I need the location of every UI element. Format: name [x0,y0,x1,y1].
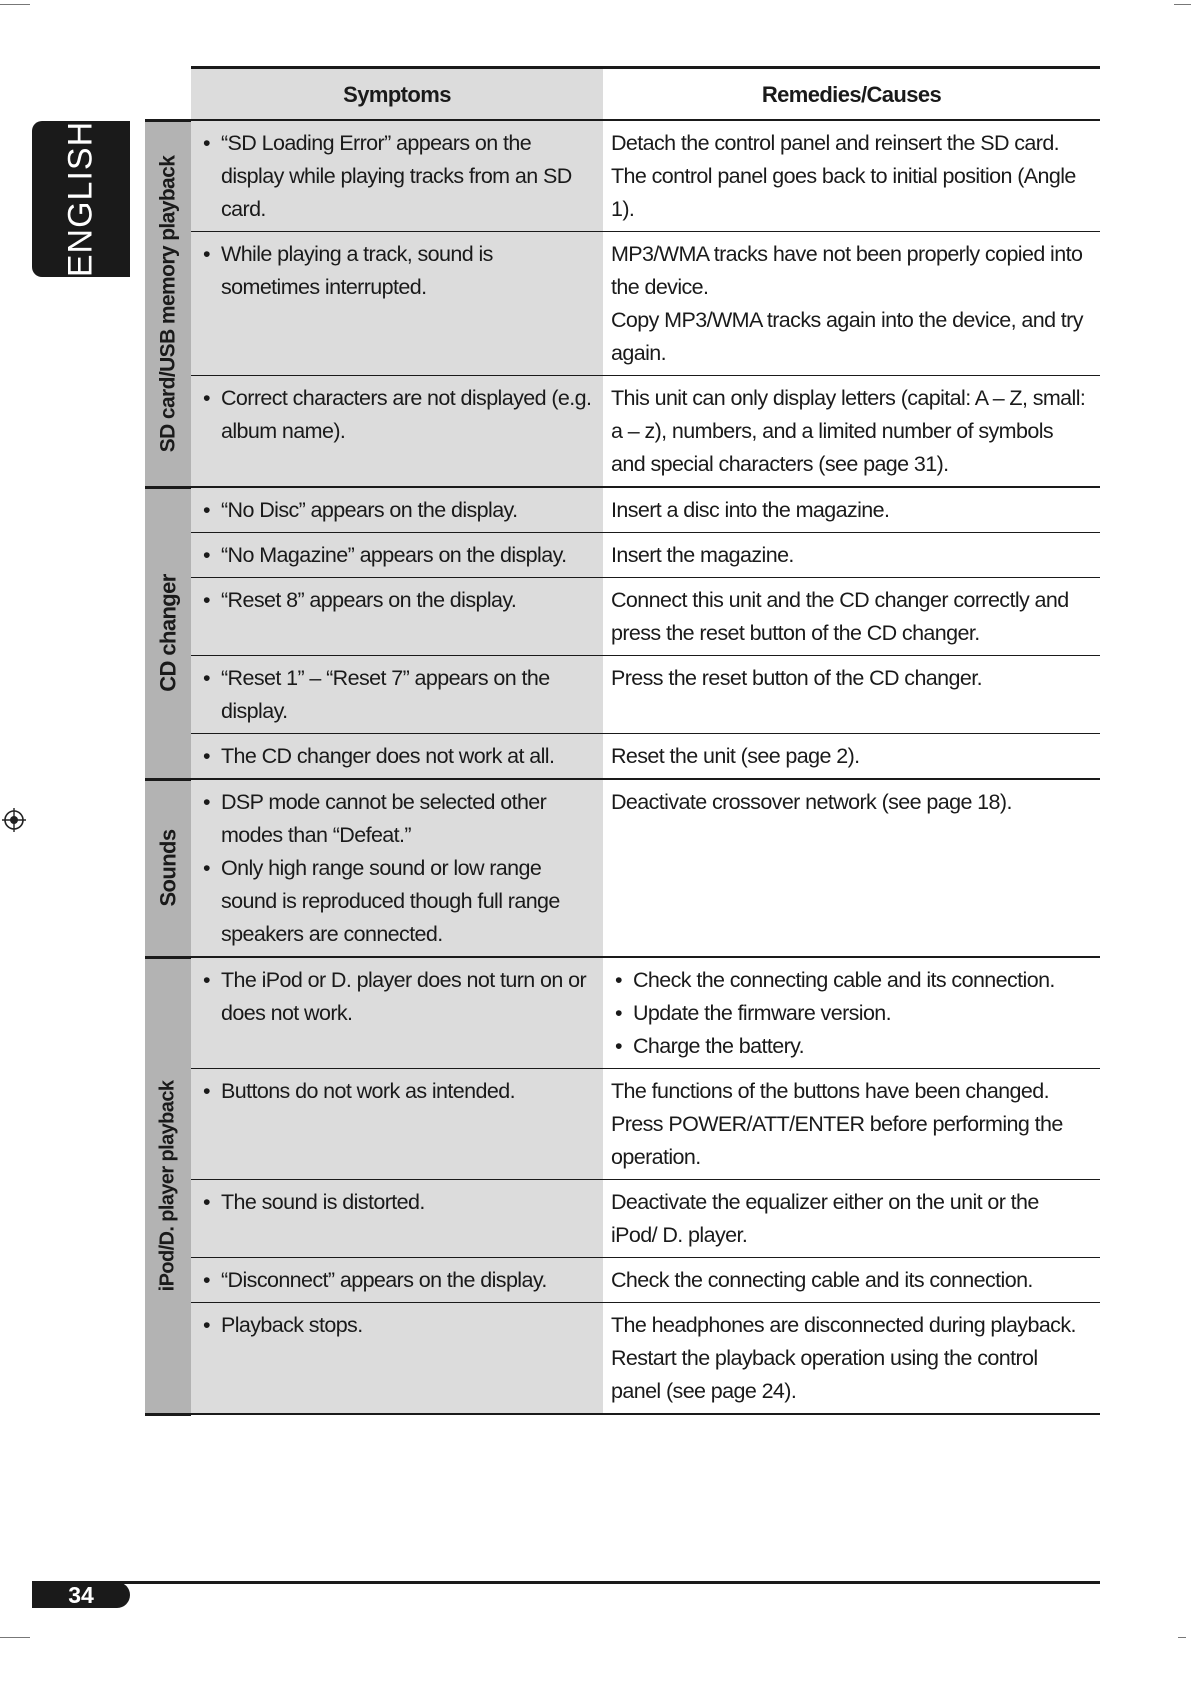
category-label: CD changer [155,574,181,692]
symptom-cell [191,957,603,1069]
remedy-text: Insert the magazine. [611,543,794,567]
table-row [145,779,1100,957]
symptom-list [199,238,593,304]
crop-mark [1174,4,1191,5]
table-row [145,1303,1100,1415]
symptom-item: • “No Magazine” appears on the display. [199,539,593,572]
remedy-text: Reset the unit (see page 2). [611,744,860,768]
symptom-list [199,584,593,617]
symptom-cell [191,376,603,488]
symptom-item: • Correct characters are not displayed (e.g. album name). [199,382,593,448]
remedy-text: Deactivate the equalizer either on the unit or the iPod/ D. player. [611,1190,1039,1247]
symptom-cell [191,487,603,533]
symptom-item: • Only high range sound or low range sound is reproduced though full range speakers are connected. [199,852,593,951]
remedy-cell [603,376,1100,488]
symptom-item: • “No Disc” appears on the display. [199,494,593,527]
symptom-item: • The sound is distorted. [199,1186,593,1219]
remedy-cell [603,734,1100,780]
symptom-cell [191,533,603,578]
header-spacer [145,68,191,121]
language-tab [32,121,130,277]
remedy-cell [603,578,1100,656]
remedy-text: The headphones are disconnected during playback. Restart the playback operation using the control panel (see page 24). [611,1313,1076,1403]
symptom-cell [191,1258,603,1303]
symptom-cell [191,779,603,957]
category-cell [145,487,191,779]
symptom-cell [191,232,603,376]
symptom-item: • “SD Loading Error” appears on the display while playing tracks from an SD card. [199,127,593,226]
symptom-cell [191,120,603,232]
category-label: SD card/USB memory playback [156,155,180,452]
remedy-text: Insert a disc into the magazine. [611,498,890,522]
symptom-list [199,494,593,527]
symptom-cell [191,578,603,656]
symptom-cell [191,1303,603,1415]
symptom-list [199,539,593,572]
symptom-list [199,127,593,226]
symptom-list [199,740,593,773]
table-row [145,734,1100,780]
category-label: iPod/D. player playback [156,1080,179,1291]
remedy-cell [603,1180,1100,1258]
remedy-item: • Charge the battery. [611,1030,1090,1063]
symptom-item: • Playback stops. [199,1309,593,1342]
category-cell [145,779,191,957]
remedy-item: • Check the connecting cable and its connection. [611,964,1090,997]
symptom-list [199,662,593,728]
symptom-item: • DSP mode cannot be selected other modes than “Defeat.” [199,786,593,852]
symptom-item: • The iPod or D. player does not turn on or does not work. [199,964,593,1030]
symptom-list [199,964,593,1030]
table-row [145,578,1100,656]
remedy-cell [603,656,1100,734]
table-row [145,376,1100,488]
remedy-list [611,964,1090,1063]
symptom-item: • “Reset 8” appears on the display. [199,584,593,617]
remedy-text: MP3/WMA tracks have not been properly copied into the device. [611,242,1083,299]
remedy-cell [603,487,1100,533]
remedy-cell [603,779,1100,957]
language-label: ENGLISH [61,120,100,278]
symptom-list [199,786,593,951]
table-row [145,120,1100,232]
remedy-text: Deactivate crossover network (see page 18). [611,790,1012,814]
symptom-item: • While playing a track, sound is sometimes interrupted. [199,238,593,304]
remedy-cell [603,1303,1100,1415]
table-row [145,656,1100,734]
remedy-cell [603,1069,1100,1180]
page-number: 34 [32,1582,130,1608]
symptom-list [199,1186,593,1219]
remedy-text: This unit can only display letters (capital: A – Z, small: a – z), numbers, and a limited number of symbols and special characters (see page 31). [611,386,1086,476]
table-row [145,1180,1100,1258]
crop-mark [1178,1637,1186,1638]
troubleshooting-table [145,66,1100,1416]
table-row [145,487,1100,533]
table-row [145,232,1100,376]
symptom-cell [191,1180,603,1258]
remedy-text: Connect this unit and the CD changer correctly and press the reset button of the CD changer. [611,588,1069,645]
remedy-cell [603,232,1100,376]
symptom-cell [191,734,603,780]
symptom-list [199,1075,593,1108]
remedy-cell [603,957,1100,1069]
category-cell [145,120,191,487]
category-cell [145,957,191,1414]
table-row [145,1258,1100,1303]
symptom-list [199,1264,593,1297]
remedy-text: The functions of the buttons have been changed. Press POWER/ATT/ENTER before performing the operation. [611,1079,1063,1169]
symptom-item: • “Reset 1” – “Reset 7” appears on the display. [199,662,593,728]
remedy-text: Check the connecting cable and its connection. [611,1268,1033,1292]
symptom-cell [191,1069,603,1180]
crop-mark [0,1637,30,1638]
remedy-text: Detach the control panel and reinsert the SD card. The control panel goes back to initial position (Angle 1). [611,131,1076,221]
remedy-text: Press the reset button of the CD changer. [611,666,982,690]
symptom-item: • Buttons do not work as intended. [199,1075,593,1108]
symptom-list [199,382,593,448]
category-label: Sounds [155,829,181,907]
footer-rule [32,1581,1100,1584]
crop-mark [0,4,30,5]
header-remedies: Remedies/Causes [603,68,1100,121]
table-row [145,957,1100,1069]
table-row [145,1069,1100,1180]
header-row [145,68,1100,121]
table-body [145,120,1100,1414]
header-symptoms: Symptoms [191,68,603,121]
symptom-cell [191,656,603,734]
remedy-item: • Update the firmware version. [611,997,1090,1030]
remedy-cell [603,533,1100,578]
registration-mark-icon [2,808,26,832]
symptom-item: • “Disconnect” appears on the display. [199,1264,593,1297]
symptom-list [199,1309,593,1342]
remedy-cell [603,1258,1100,1303]
remedy-cell [603,120,1100,232]
symptom-item: • The CD changer does not work at all. [199,740,593,773]
table-row [145,533,1100,578]
remedy-text: Copy MP3/WMA tracks again into the device, and try again. [611,308,1083,365]
